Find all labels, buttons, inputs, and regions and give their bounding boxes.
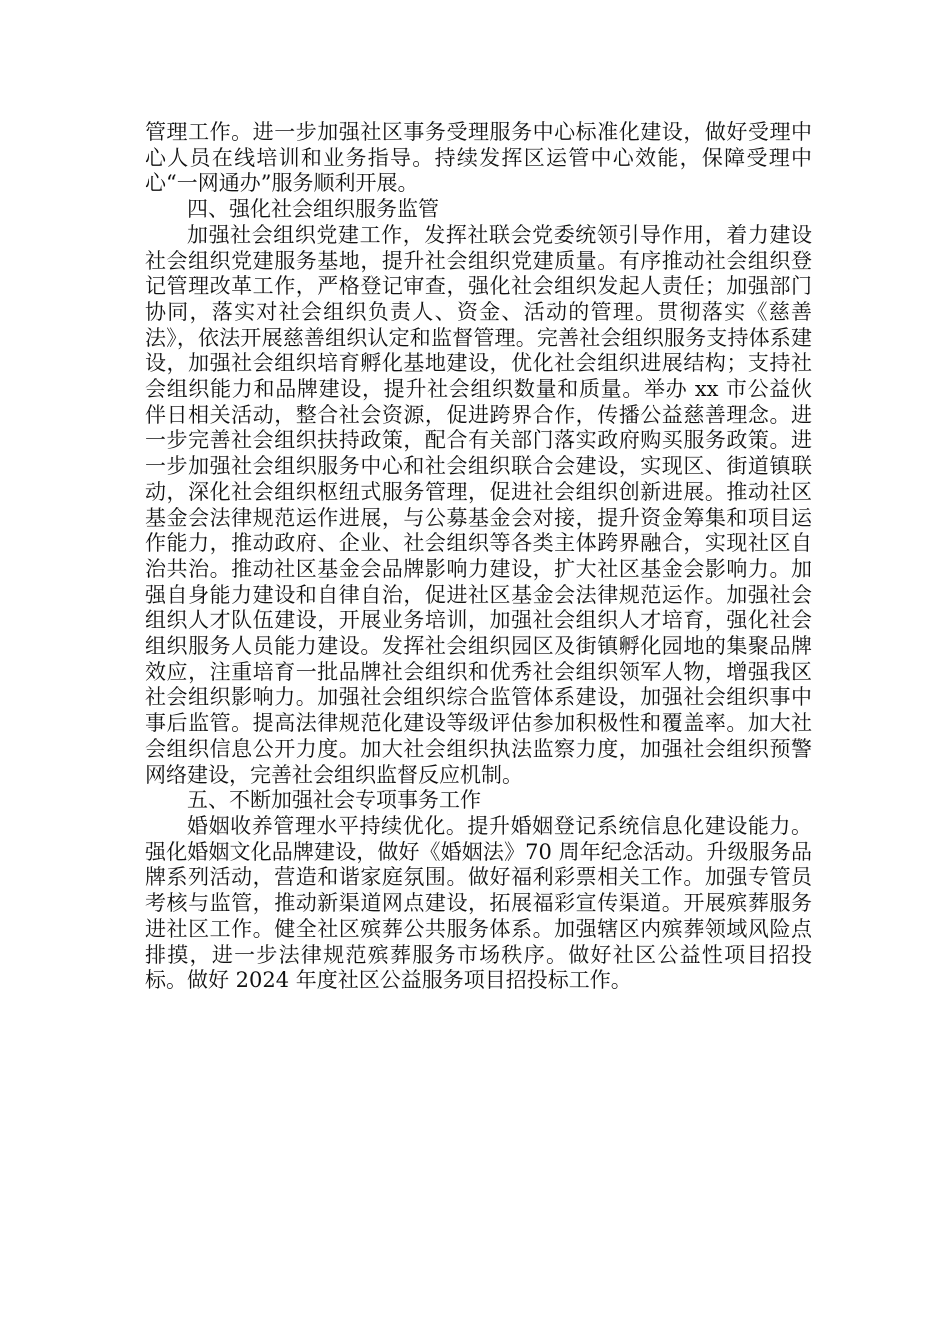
paragraph-social-organization: 加强社会组织党建工作，发挥社联会党委统领引导作用，着力建设社会组织党建服务基地，提升社会组织党建质量。有序推动社会组织登记管理改革工作，严格登记审查，强化社会组织发起人责任；加强部门协同，落实对社会组织负责人、资金、活动的管理。贯彻落实《慈善法》，依法开展慈善组织认定和监督管理。完善社会组织服务支持体系建设，加强社会组织培育孵化基地建设，优化社会组织进展结构；支持社会组织能力和品牌建设，提升社会组织数量和质量。举办 xx 市公益伙伴日相关活动，整合社会资源，促进跨界合作，传播公益慈善理念。进一步完善社会组织扶持政策，配合有关部门落实政府购买服务政策。进一步加强社会组织服务中心和社会组织联合会建设，实现区、街道镇联动，深化社会组织枢纽式服务管理，促进社会组织创新进展。推动社区基金会法律规范运作进展，与公募基金会对接，提升资金筹集和项目运作能力，推动政府、企业、社会组织等各类主体跨界融合，实现社区自治共治。推动社区基金会品牌影响力建设，扩大社区基金会影响力。加强自身能力建设和自律自治，促进社区基金会法律规范运作。加强社会组织人才队伍建设，开展业务培训，加强社会组织人才培育，强化社会组织服务人员能力建设。发挥社会组织园区及街镇孵化园地的集聚品牌效应，注重培育一批品牌社会组织和优秀社会组织领军人物，增强我区社会组织影响力。加强社会组织综合监管体系建设，加强社会组织事中事后监管。提高法律规范化建设等级评估参加积极性和覆盖率。加大社会组织信息公开力度。加大社会组织执法监察力度，加强社会组织预警网络建设，完善社会组织监督反应机制。 [145, 222, 812, 787]
section-heading-5: 五、不断加强社会专项事务工作 [187, 788, 481, 813]
paragraph-special-affairs: 婚姻收养管理水平持续优化。提升婚姻登记系统信息化建设能力。强化婚姻文化品牌建设，做好《婚姻法》70 周年纪念活动。升级服务品牌系列活动，营造和谐家庭氛围。做好福利彩票相关工作。加强专管员考核与监管，推动新渠道网点建设，拓展福彩宣传渠道。开展殡葬服务进社区工作。健全社区殡葬公共服务体系。加强辖区内殡葬领域风险点排摸，进一步法律规范殡葬服务市场秩序。做好社区公益性项目招投标。做好 2024 年度社区公益服务项目招投标工作。 [145, 813, 812, 993]
document-body [145, 120, 812, 994]
section-heading-4: 四、强化社会组织服务监管 [187, 197, 439, 222]
paragraph-intro-continuation: 管理工作。进一步加强社区事务受理服务中心标准化建设，做好受理中心人员在线培训和业务指导。持续发挥区运管中心效能，保障受理中心“一网通办”服务顺利开展。 [145, 120, 812, 196]
